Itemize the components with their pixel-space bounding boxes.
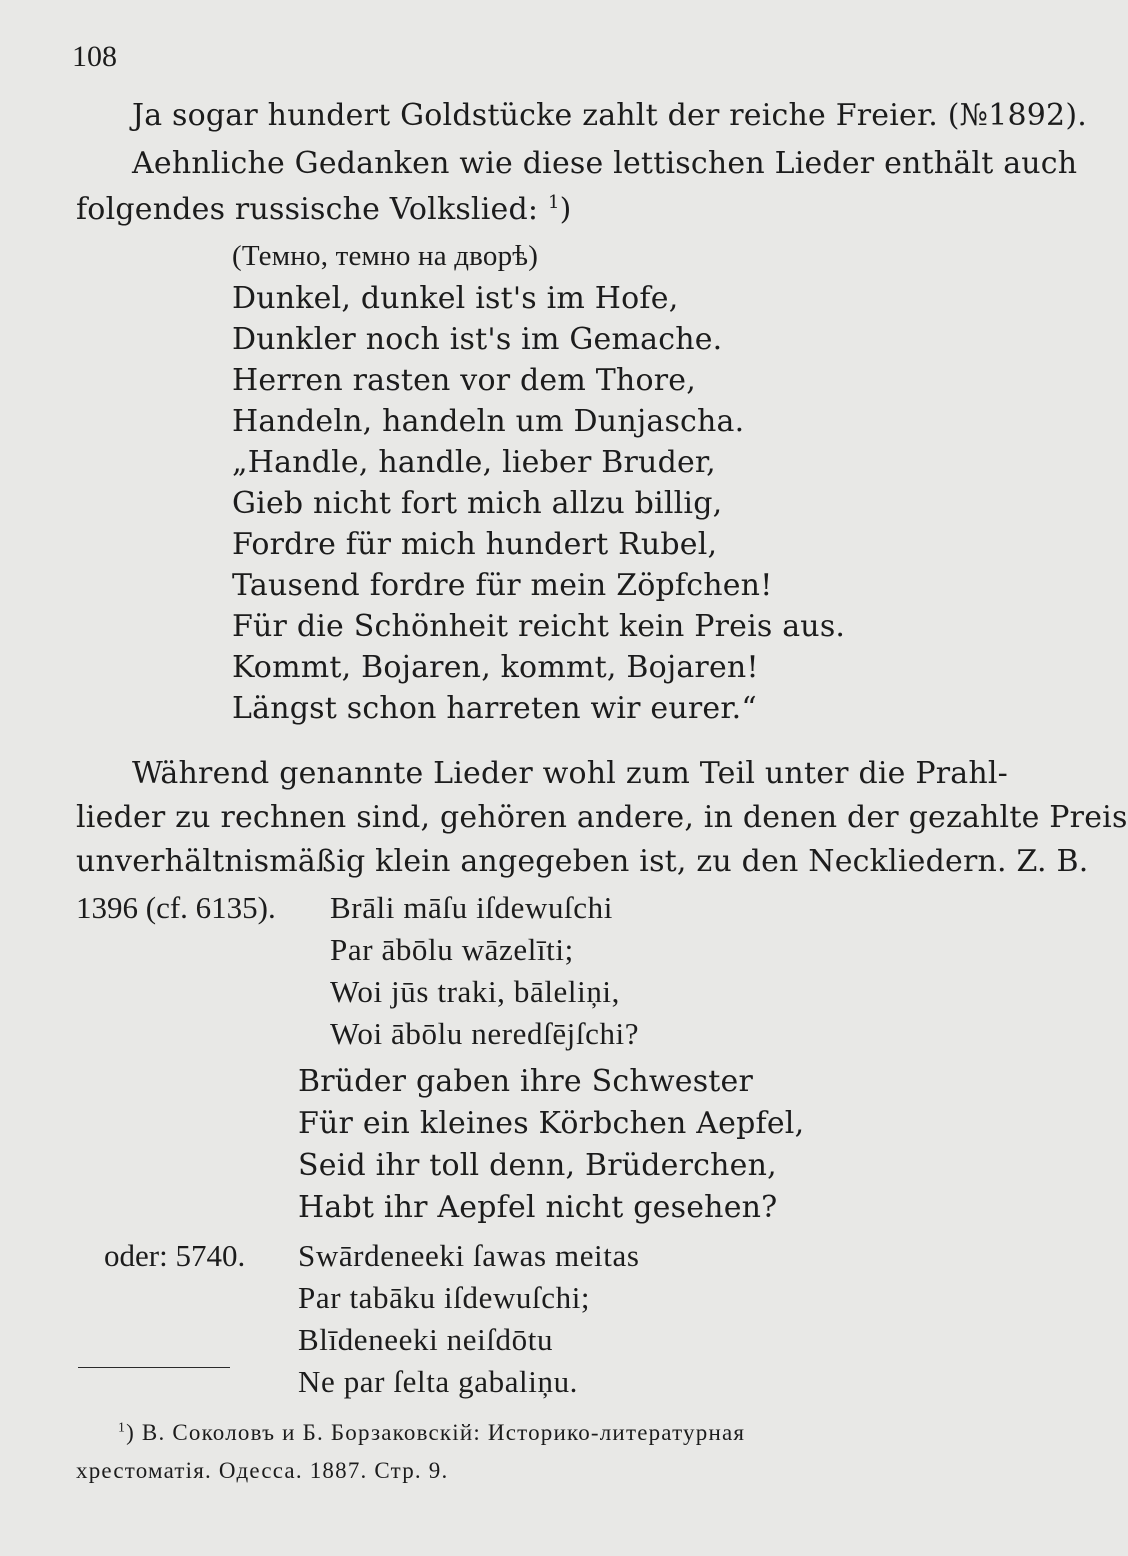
verse-line: Seid ihr toll denn, Brüderchen, xyxy=(298,1148,777,1183)
footnote-text: ) В. Соколовъ и Б. Борзаковскiй: Историко-литературная xyxy=(126,1420,746,1445)
verse-line: Tausend fordre für mein Zöpfchen! xyxy=(232,568,773,603)
verse-line: Ne par ſelta gabaliņu. xyxy=(298,1364,579,1399)
footnote-line: хрестоматiя. Одесса. 1887. Стр. 9. xyxy=(76,1458,449,1483)
verse-line: Für die Schönheit reicht kein Preis aus. xyxy=(232,609,846,644)
paragraph-line: Aehnliche Gedanken wie diese lettischen Lieder enthält auch xyxy=(132,146,1078,181)
verse-line: Kommt, Bojaren, kommt, Bojaren! xyxy=(232,650,759,685)
verse-line: Dunkel, dunkel ist's im Hofe, xyxy=(232,281,679,316)
verse-line: Woi jūs traki, bāleliņi, xyxy=(330,974,620,1009)
page-number: 108 xyxy=(72,40,117,73)
verse-line: Dunkler noch ist's im Gemache. xyxy=(232,322,723,357)
verse-line: Gieb nicht fort mich allzu billig, xyxy=(232,486,723,521)
verse-line: Par ābōlu wāzelīti; xyxy=(330,932,574,967)
verse-line: Handeln, handeln um Dunjascha. xyxy=(232,404,745,439)
verse-line: Habt ihr Aepfel nicht gesehen? xyxy=(298,1190,778,1225)
footnote-divider xyxy=(78,1367,230,1368)
verse-line: „Handle, handle, lieber Bruder, xyxy=(232,445,716,480)
paragraph-line: lieder zu rechnen sind, gehören andere, in denen der gezahlte Preis xyxy=(76,800,1128,835)
paragraph-line: Während genannte Lieder wohl zum Teil unter die Prahl- xyxy=(132,756,1008,791)
song-reference: 1396 (cf. 6135). xyxy=(76,890,276,925)
paragraph-line xyxy=(76,192,572,227)
song-reference: oder: 5740. xyxy=(104,1238,246,1273)
verse-line: Herren rasten vor dem Thore, xyxy=(232,363,696,398)
footnote-marker: 1 xyxy=(118,1419,127,1435)
footnote-reference-paren: ) xyxy=(559,192,572,227)
verse-line: Swārdeneeki ſawas meitas xyxy=(298,1238,640,1273)
footnote-line xyxy=(118,1420,745,1446)
verse-line: Blīdeneeki neiſdōtu xyxy=(298,1322,554,1357)
verse-line: (Темно, темно на дворѣ) xyxy=(232,240,539,272)
verse-line: Brüder gaben ihre Schwester xyxy=(298,1064,754,1099)
verse-line: Par tabāku iſdewuſchi; xyxy=(298,1280,591,1315)
paragraph-line: Ja sogar hundert Goldstücke zahlt der reiche Freier. (№1892). xyxy=(132,98,1087,133)
verse-line: Fordre für mich hundert Rubel, xyxy=(232,527,718,562)
verse-line: Woi ābōlu neredſējſchi? xyxy=(330,1016,640,1051)
footnote-reference: 1 xyxy=(547,192,560,213)
paragraph-line: unverhältnismäßig klein angegeben ist, zu den Neckliedern. Z. B. xyxy=(76,844,1089,879)
verse-line: Für ein kleines Körbchen Aepfel, xyxy=(298,1106,805,1141)
verse-line: Brāli māſu iſdewuſchi xyxy=(330,890,613,925)
paragraph-text: folgendes russische Volkslied: xyxy=(76,192,539,227)
verse-line: Längst schon harreten wir eurer.“ xyxy=(232,691,757,726)
